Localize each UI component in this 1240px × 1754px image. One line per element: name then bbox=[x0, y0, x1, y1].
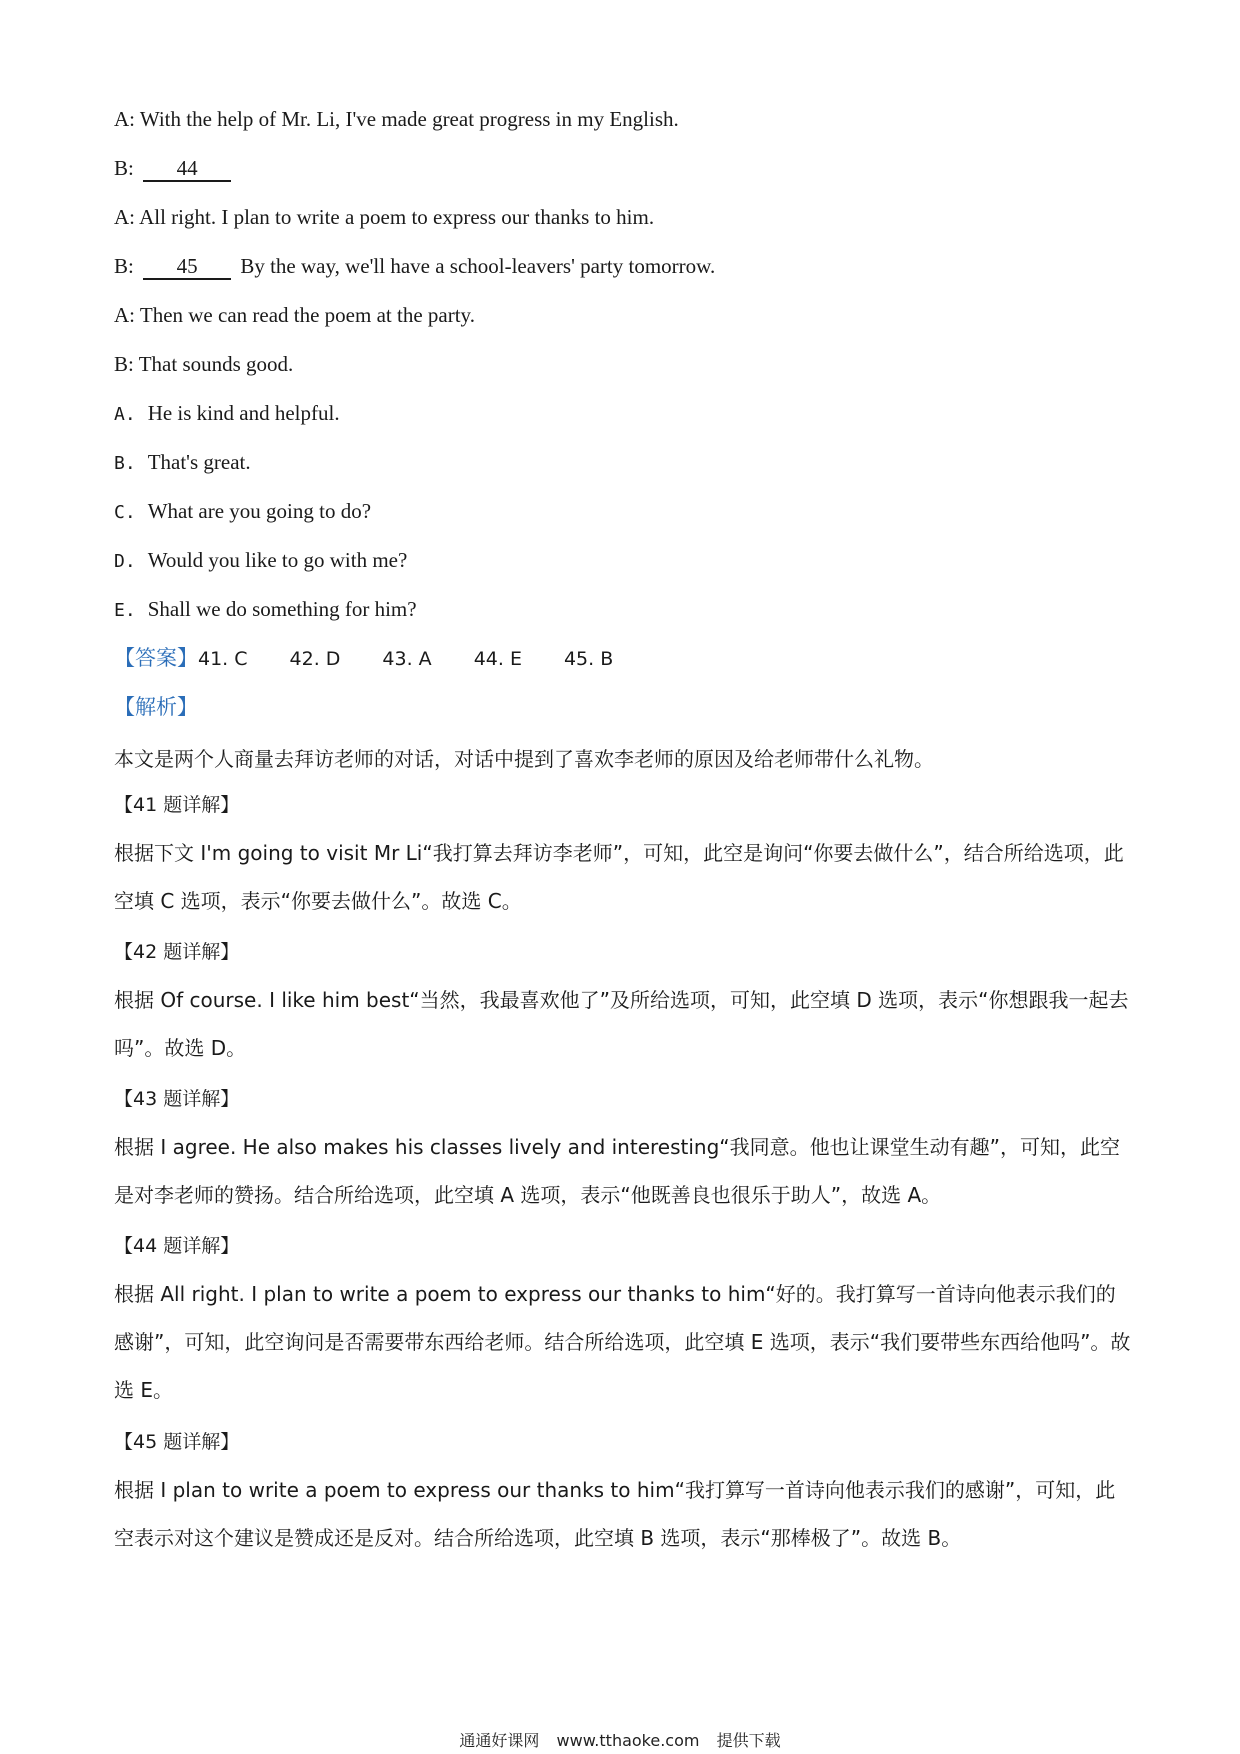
answer-item: 41. C bbox=[198, 648, 248, 670]
answer-tag: 【答案】 bbox=[114, 646, 198, 670]
analysis-tag: 【解析】 bbox=[114, 695, 198, 719]
option-c bbox=[114, 497, 1134, 527]
footer-url[interactable]: www.tthaoke.com bbox=[556, 1731, 700, 1750]
option-text: What are you going to do? bbox=[147, 499, 372, 523]
option-letter: C. bbox=[114, 502, 136, 523]
dialogue-line-4 bbox=[114, 252, 1134, 280]
answer-item: 45. B bbox=[563, 648, 614, 670]
option-b bbox=[114, 448, 1134, 478]
speaker-label: B: bbox=[114, 156, 134, 180]
dialogue-line-1: A: With the help of Mr. Li, I've made great progress in my English. bbox=[114, 107, 679, 131]
detail-text-43: 根据 I agree. He also makes his classes lively and interesting“我同意。他也让课堂生动有趣”，可知，此空是对李老师的赞扬。结合所给选项，此空填 A 选项，表示“他既善良也很乐于助人”，故选 A。 bbox=[114, 1135, 1120, 1207]
option-text: That's great. bbox=[147, 450, 251, 474]
detail-heading-44: 【44 题详解】 bbox=[114, 1235, 240, 1257]
option-a bbox=[114, 399, 1134, 429]
detail-text-41: 根据下文 I'm going to visit Mr Li“我打算去拜访李老师”，可知，此空是询问“你要去做什么”，结合所给选项，此空填 C 选项，表示“你要去做什么”。故选 C。 bbox=[114, 841, 1124, 913]
dialogue-text: By the way, we'll have a school-leavers' party tomorrow. bbox=[240, 254, 716, 278]
speaker-label: B: bbox=[114, 254, 134, 278]
option-letter: B. bbox=[114, 453, 136, 474]
option-text: Shall we do something for him? bbox=[147, 597, 417, 621]
detail-text-45: 根据 I plan to write a poem to express our thanks to him“我打算写一首诗向他表示我们的感谢”，可知，此空表示对这个建议是赞成还是反对。结合所给选项，此空填 B 选项，表示“那棒极了”。故选 B。 bbox=[114, 1478, 1116, 1550]
detail-text-42: 根据 Of course. I like him best“当然，我最喜欢他了”及所给选项，可知，此空填 D 选项，表示“你想跟我一起去吗”。故选 D。 bbox=[114, 988, 1129, 1060]
detail-heading-42: 【42 题详解】 bbox=[114, 941, 240, 963]
dialogue-line-6: B: That sounds good. bbox=[114, 352, 294, 376]
answer-blank-45: 45 bbox=[143, 254, 231, 280]
detail-text-44: 根据 All right. I plan to write a poem to express our thanks to him“好的。我打算写一首诗向他表示我们的感谢”，可知，此空询问是否需要带东西给老师。结合所给选项，此空填 E 选项，表示“我们要带些东西给他吗”。故选 E。 bbox=[114, 1282, 1131, 1402]
option-text: He is kind and helpful. bbox=[147, 401, 340, 425]
detail-heading-43: 【43 题详解】 bbox=[114, 1088, 240, 1110]
option-text: Would you like to go with me? bbox=[147, 548, 408, 572]
answer-item: 43. A bbox=[382, 648, 432, 670]
dialogue-line-2 bbox=[114, 154, 1134, 182]
option-d bbox=[114, 546, 1134, 576]
option-letter: A. bbox=[114, 404, 136, 425]
page-footer bbox=[0, 1728, 1240, 1751]
dialogue-line-3: A: All right. I plan to write a poem to express our thanks to him. bbox=[114, 205, 655, 229]
option-letter: E. bbox=[114, 600, 136, 621]
footer-site-name: 通通好课网 bbox=[459, 1731, 540, 1750]
answer-item: 44. E bbox=[473, 648, 522, 670]
detail-heading-45: 【45 题详解】 bbox=[114, 1431, 240, 1453]
answer-line bbox=[114, 644, 1134, 673]
answer-item: 42. D bbox=[289, 648, 341, 670]
footer-note: 提供下载 bbox=[716, 1731, 781, 1750]
detail-heading-41: 【41 题详解】 bbox=[114, 794, 240, 816]
option-e bbox=[114, 595, 1134, 625]
dialogue-line-5: A: Then we can read the poem at the party. bbox=[114, 303, 475, 327]
option-letter: D. bbox=[114, 551, 136, 572]
answer-blank-44: 44 bbox=[143, 156, 231, 182]
analysis-summary: 本文是两个人商量去拜访老师的对话，对话中提到了喜欢李老师的原因及给老师带什么礼物。 bbox=[114, 747, 934, 771]
